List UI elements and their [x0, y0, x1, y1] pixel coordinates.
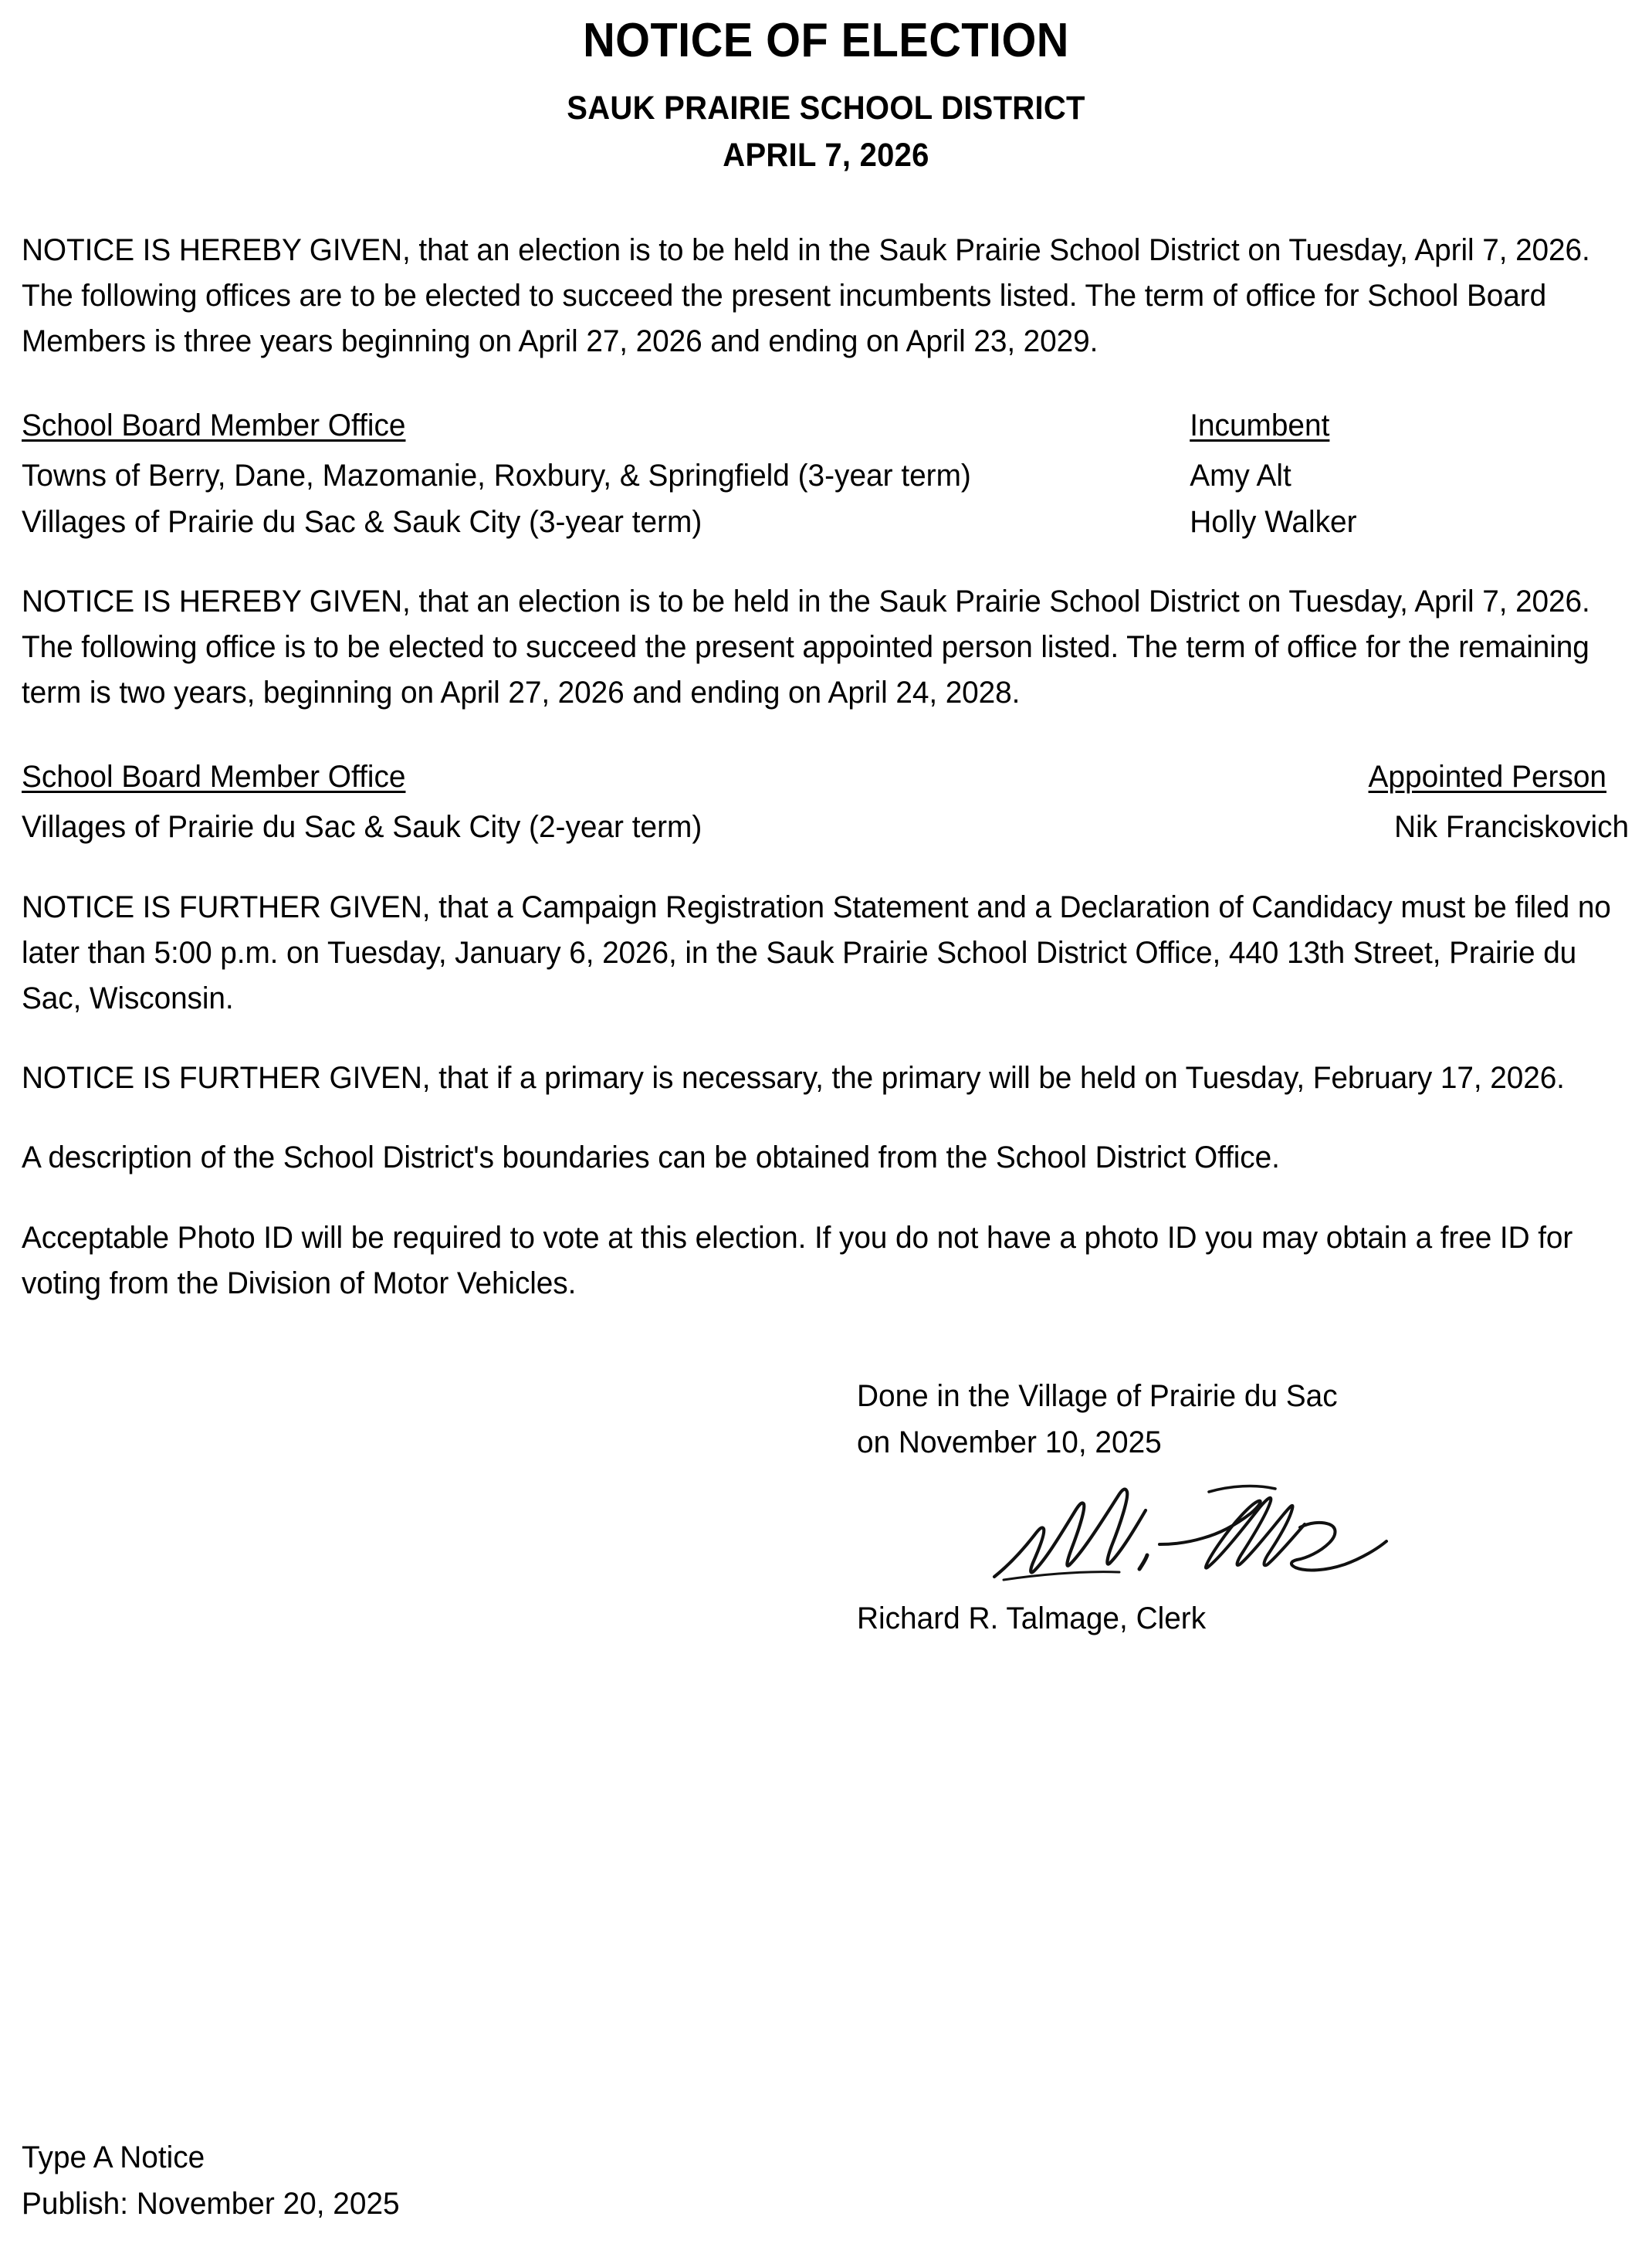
signature-place-line: Done in the Village of Prairie du Sac: [857, 1378, 1338, 1413]
incumbents-table: [22, 403, 1629, 545]
handwritten-signature: [988, 1478, 1630, 1594]
district-name: SAUK PRAIRIE SCHOOL DISTRICT: [567, 90, 1085, 127]
publish-date-label: Publish: November 20, 2025: [22, 2187, 400, 2221]
title-block: [22, 0, 1630, 175]
table-header-row: [22, 754, 1629, 805]
document-body: [22, 228, 1630, 1642]
paragraph-notice-further-given-primary: NOTICE IS FURTHER GIVEN, that if a primary is necessary, the primary will be held on Tuesday, February 17, 2026.: [22, 1061, 1565, 1096]
table-header-row: [22, 403, 1629, 453]
table-row: [22, 500, 1629, 545]
appointed-person-table: [22, 754, 1629, 850]
notice-type-label: Type A Notice: [22, 2140, 205, 2174]
election-date: APRIL 7, 2026: [723, 136, 929, 174]
paragraph-district-boundaries: A description of the School District's boundaries can be obtained from the School District Office.: [22, 1140, 1280, 1175]
paragraph-photo-id: Acceptable Photo ID will be required to vote at this election. If you do not have a photo ID you may obtain a free ID for voting from the Division of Motor Vehicles.: [22, 1220, 1573, 1300]
incumbent-cell: Amy Alt: [1190, 459, 1291, 493]
clerk-name-line: Richard R. Talmage, Clerk: [857, 1601, 1207, 1635]
office-cell: Villages of Prairie du Sac & Sauk City (2-year term): [22, 810, 702, 845]
paragraph-notice-hereby-given-1: NOTICE IS HEREBY GIVEN, that an election is to be held in the Sauk Prairie School District on Tuesday, April 7, 2026. The following offices are to be elected to succeed the present incumbents listed. The term of office for School Board Members is three years beginning on April 27, 2026 and ending on April 23, 2029.: [22, 232, 1590, 358]
office-cell: Villages of Prairie du Sac & Sauk City (3-year term): [22, 504, 702, 539]
signature-block: [857, 1373, 1630, 1642]
table-row: [22, 805, 1629, 850]
table-row: [22, 453, 1629, 499]
column-header-office: School Board Member Office: [22, 408, 406, 443]
column-header-appointed-person: Appointed Person: [1368, 760, 1607, 795]
footer-block: [22, 2134, 411, 2227]
column-header-office: School Board Member Office: [22, 760, 406, 795]
column-header-incumbent: Incumbent: [1190, 408, 1330, 443]
paragraph-notice-further-given-filing: NOTICE IS FURTHER GIVEN, that a Campaign Registration Statement and a Declaration of Candidacy must be filed no later than 5:00 p.m. on Tuesday, January 6, 2026, in the Sauk Prairie School District Office, 440 13th Street, Prairie du Sac, Wisconsin.: [22, 890, 1611, 1015]
office-cell: Towns of Berry, Dane, Mazomanie, Roxbury, & Springfield (3-year term): [22, 459, 971, 493]
appointed-person-cell: Nik Franciskovich: [1394, 810, 1630, 845]
signature-date-line: on November 10, 2025: [857, 1425, 1162, 1459]
paragraph-notice-hereby-given-2: NOTICE IS HEREBY GIVEN, that an election is to be held in the Sauk Prairie School District on Tuesday, April 7, 2026. The following office is to be elected to succeed the present appointed person listed. The term of office for the remaining term is two years, beginning on April 27, 2026 and ending on April 24, 2028.: [22, 584, 1590, 710]
incumbent-cell: Holly Walker: [1190, 504, 1357, 539]
page-title: NOTICE OF ELECTION: [583, 14, 1069, 67]
